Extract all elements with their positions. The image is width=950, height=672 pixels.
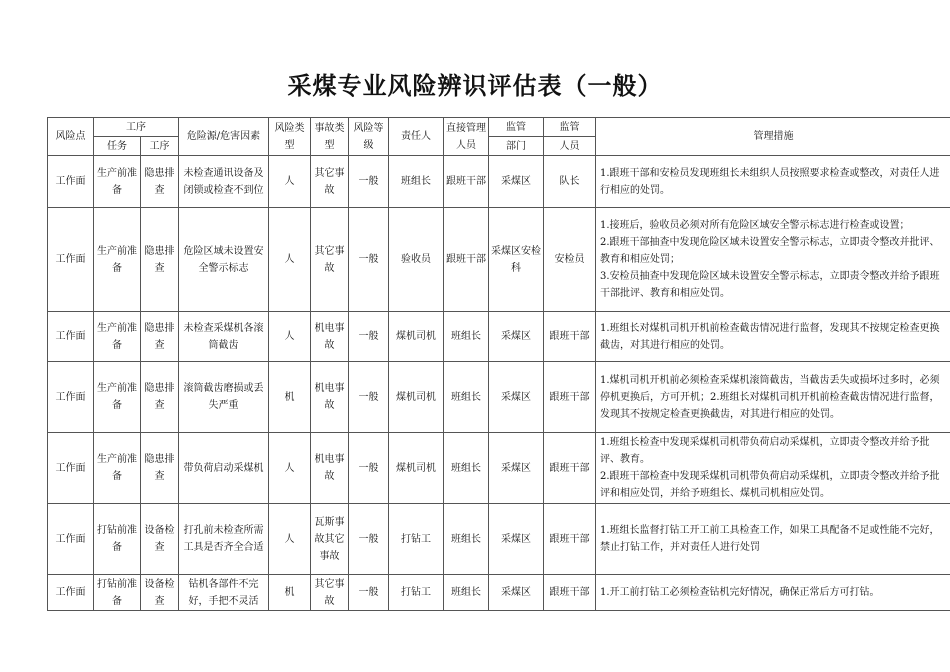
measure-line: 1.班组长对煤机司机开机前检查截齿情况进行监督，发现其不按规定检查更换截齿，对其进行相应的处罚。	[600, 322, 940, 351]
cell-hazard: 未检查通讯设备及闭锁或检查不到位	[179, 156, 269, 208]
cell-dept: 采煤区	[489, 362, 544, 433]
cell-person: 跟班干部	[544, 362, 596, 433]
header-dept: 部门	[489, 137, 544, 156]
header-supervision-dept: 监管	[489, 118, 544, 137]
cell-risk-point: 工作面	[48, 575, 94, 611]
header-accident-type: 事故类型	[311, 118, 349, 156]
cell-risk-point: 工作面	[48, 362, 94, 433]
cell-risk-level: 一般	[349, 362, 389, 433]
cell-responsible: 煤机司机	[389, 362, 444, 433]
table-row	[48, 208, 950, 312]
table-row	[48, 156, 950, 208]
cell-step: 隐患排查	[141, 208, 179, 312]
cell-accident-type: 其它事故	[311, 156, 349, 208]
measure-line: 3.安检员抽查中发现危险区域未设置安全警示标志，立即责令整改并给予跟班干部批评、教育和相应处罚。	[600, 271, 940, 299]
cell-task: 生产前准备	[94, 156, 141, 208]
cell-hazard: 滚筒截齿磨损或丢失严重	[179, 362, 269, 433]
cell-risk-type: 机	[269, 575, 311, 611]
cell-direct-manager: 班组长	[444, 504, 489, 575]
cell-responsible: 打钻工	[389, 504, 444, 575]
cell-step: 隐患排查	[141, 156, 179, 208]
header-person: 人员	[544, 137, 596, 156]
header-risk-type: 风险类型	[269, 118, 311, 156]
cell-accident-type: 机电事故	[311, 312, 349, 362]
header-measures: 管理措施	[596, 118, 950, 156]
cell-risk-point: 工作面	[48, 156, 94, 208]
cell-dept: 采煤区	[489, 312, 544, 362]
cell-hazard: 打孔前未检查所需工具是否齐全合适	[179, 504, 269, 575]
cell-risk-level: 一般	[349, 208, 389, 312]
cell-task: 生产前准备	[94, 312, 141, 362]
cell-measures	[596, 208, 950, 312]
cell-direct-manager: 跟班干部	[444, 156, 489, 208]
cell-task: 打钻前准备	[94, 575, 141, 611]
cell-risk-level: 一般	[349, 312, 389, 362]
cell-direct-manager: 跟班干部	[444, 208, 489, 312]
cell-person: 跟班干部	[544, 433, 596, 504]
cell-direct-manager: 班组长	[444, 362, 489, 433]
cell-task: 生产前准备	[94, 362, 141, 433]
cell-direct-manager: 班组长	[444, 312, 489, 362]
header-risk-point: 风险点	[48, 118, 94, 156]
header-direct-manager: 直接管理人员	[444, 118, 489, 156]
cell-accident-type: 机电事故	[311, 362, 349, 433]
cell-person: 跟班干部	[544, 575, 596, 611]
measure-line: 1.煤机司机开机前必须检查采煤机滚筒截齿，当截齿丢失或损坏过多时，必须停机更换后，方可开机；2.班组长对煤机司机开机前检查截齿情况进行监督，发现其不按规定检查更换截齿，对其进行相应的处罚。	[600, 374, 940, 420]
cell-step: 隐患排查	[141, 312, 179, 362]
cell-risk-type: 机	[269, 362, 311, 433]
cell-measures	[596, 156, 950, 208]
table-row	[48, 433, 950, 504]
cell-risk-point: 工作面	[48, 208, 94, 312]
header-step: 工序	[141, 137, 179, 156]
cell-risk-point: 工作面	[48, 433, 94, 504]
page-title: 采煤专业风险辨识评估表（一般）	[287, 71, 663, 100]
cell-person: 跟班干部	[544, 312, 596, 362]
cell-risk-level: 一般	[349, 156, 389, 208]
cell-risk-type: 人	[269, 208, 311, 312]
measure-line: 2.跟班干部抽查中发现危险区域未设置安全警示标志，立即责令整改并批评、教育和相应处罚；	[600, 237, 940, 265]
cell-risk-type: 人	[269, 156, 311, 208]
cell-task: 生产前准备	[94, 208, 141, 312]
measure-line: 1.班组长检查中发现采煤机司机带负荷启动采煤机，立即责令整改并给予批评、教育。	[600, 437, 930, 465]
cell-hazard: 钻机各部件不完好，手把不灵活	[179, 575, 269, 611]
cell-direct-manager: 班组长	[444, 433, 489, 504]
measure-line: 1.班组长监督打钻工开工前工具检查工作，如果工具配备不足或性能不完好，禁止打钻工作，并对责任人进行处罚	[600, 525, 940, 553]
cell-measures	[596, 312, 950, 362]
cell-accident-type: 机电事故	[311, 433, 349, 504]
cell-measures	[596, 575, 950, 611]
cell-direct-manager: 班组长	[444, 575, 489, 611]
cell-task: 打钻前准备	[94, 504, 141, 575]
cell-risk-level: 一般	[349, 504, 389, 575]
cell-measures	[596, 433, 950, 504]
cell-hazard: 带负荷启动采煤机	[179, 433, 269, 504]
risk-table	[47, 117, 950, 611]
cell-risk-type: 人	[269, 504, 311, 575]
cell-responsible: 打钻工	[389, 575, 444, 611]
measure-line: 1.接班后，验收员必须对所有危险区域安全警示标志进行检查或设置；	[600, 220, 910, 231]
table-header-row-1	[48, 118, 950, 137]
table-row	[48, 504, 950, 575]
cell-hazard: 未检查采煤机各滚筒截齿	[179, 312, 269, 362]
cell-measures	[596, 504, 950, 575]
table-row	[48, 362, 950, 433]
cell-step: 隐患排查	[141, 362, 179, 433]
cell-risk-point: 工作面	[48, 504, 94, 575]
cell-task: 生产前准备	[94, 433, 141, 504]
cell-accident-type: 瓦斯事故其它事故	[311, 504, 349, 575]
cell-step: 设备检查	[141, 504, 179, 575]
cell-responsible: 班组长	[389, 156, 444, 208]
cell-dept: 采煤区	[489, 156, 544, 208]
cell-responsible: 煤机司机	[389, 433, 444, 504]
cell-risk-point: 工作面	[48, 312, 94, 362]
cell-person: 队长	[544, 156, 596, 208]
cell-dept: 采煤区	[489, 433, 544, 504]
cell-accident-type: 其它事故	[311, 575, 349, 611]
cell-risk-level: 一般	[349, 433, 389, 504]
cell-responsible: 验收员	[389, 208, 444, 312]
cell-dept: 采煤区	[489, 575, 544, 611]
measure-line: 1.跟班干部和安检员发现班组长未组织人员按照要求检查或整改，对责任人进行相应的处罚。	[600, 167, 940, 196]
header-task: 任务	[94, 137, 141, 156]
header-process: 工序	[94, 118, 179, 137]
cell-dept: 采煤区安检科	[489, 208, 544, 312]
cell-person: 跟班干部	[544, 504, 596, 575]
cell-step: 隐患排查	[141, 433, 179, 504]
cell-measures	[596, 362, 950, 433]
table-row	[48, 575, 950, 611]
cell-responsible: 煤机司机	[389, 312, 444, 362]
measure-line: 1.开工前打钻工必须检查钻机完好情况，确保正常后方可打钻。	[600, 587, 880, 598]
cell-person: 安检员	[544, 208, 596, 312]
table-row	[48, 312, 950, 362]
header-supervision-person: 监管	[544, 118, 596, 137]
cell-accident-type: 其它事故	[311, 208, 349, 312]
cell-step: 设备检查	[141, 575, 179, 611]
cell-risk-type: 人	[269, 433, 311, 504]
header-hazard: 危险源/危害因素	[179, 118, 269, 156]
header-responsible: 责任人	[389, 118, 444, 156]
cell-risk-level: 一般	[349, 575, 389, 611]
measure-line: 2.跟班干部检查中发现采煤机司机带负荷启动采煤机，立即责令整改并给予批评和相应处罚，并给予班组长、煤机司机相应处罚。	[600, 471, 940, 499]
cell-dept: 采煤区	[489, 504, 544, 575]
cell-hazard: 危险区域未设置安全警示标志	[179, 208, 269, 312]
cell-risk-type: 人	[269, 312, 311, 362]
header-risk-level: 风险等级	[349, 118, 389, 156]
